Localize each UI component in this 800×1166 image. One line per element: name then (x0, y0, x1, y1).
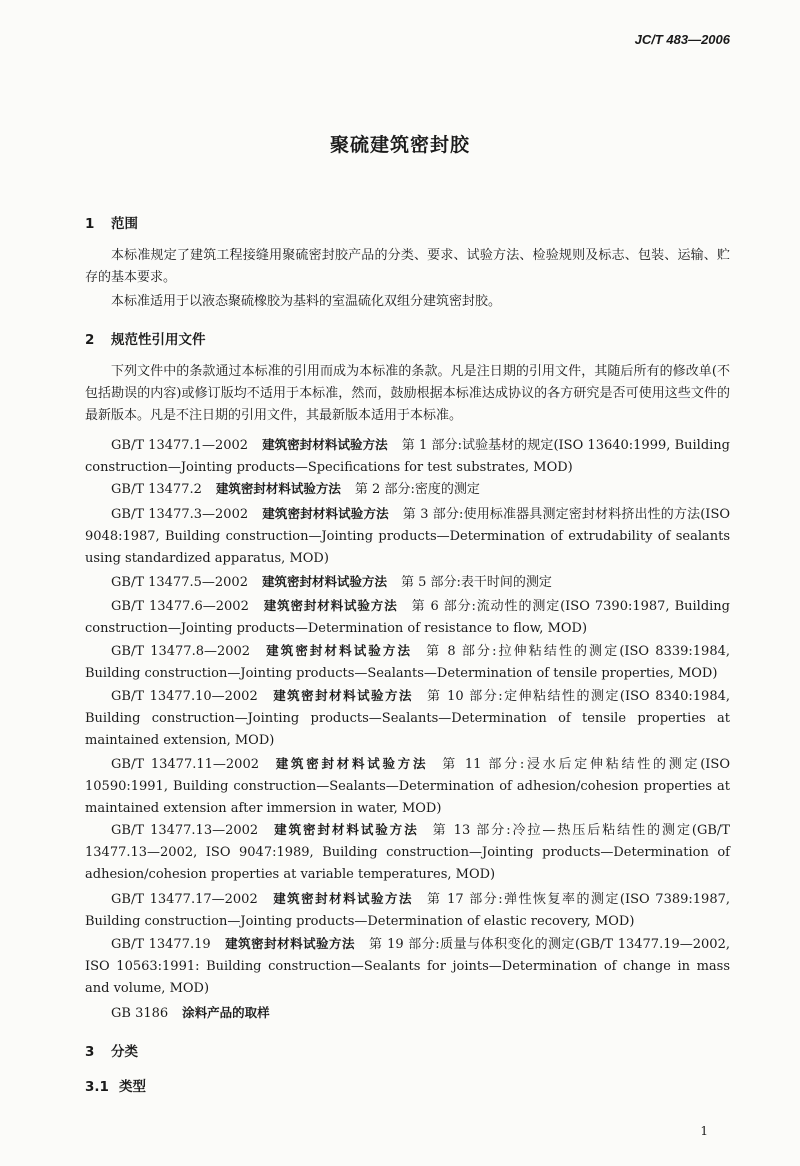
section-2-heading (85, 328, 206, 348)
reference-entry (85, 571, 730, 594)
reference-code: GB/T 13477.2 (111, 482, 202, 497)
reference-code: GB/T 13477.6—2002 (111, 599, 249, 614)
reference-detail: 第 5 部分:表干时间的测定 (400, 575, 552, 590)
reference-code: GB/T 13477.13—2002 (111, 823, 259, 838)
reference-title: 建筑密封材料试验方法 (215, 481, 341, 496)
reference-entry (85, 640, 730, 685)
reference-title: 涂料产品的取样 (182, 1005, 270, 1020)
page-number: 1 (700, 1124, 708, 1138)
reference-code: GB/T 13477.10—2002 (111, 689, 258, 704)
reference-title: 建筑密封材料试验方法 (261, 574, 387, 589)
section-number: 2 (85, 332, 95, 348)
reference-title: 建筑密封材料试验方法 (262, 598, 398, 613)
reference-detail: 第 6 部分:流动性的测定(ISO 7390:1987, Building construction—Jointing products—Determination of resistance to flow, MOD) (85, 599, 730, 636)
reference-code: GB/T 13477.1—2002 (111, 438, 249, 453)
reference-detail: 第 19 部分:质量与体积变化的测定(GB/T 13477.19—2002, ISO 10563:1991: Building construction—Sealants for joints—Determination of change in mass and volume, MOD) (85, 937, 730, 996)
reference-entry (85, 819, 730, 886)
reference-title: 建筑密封材料试验方法 (264, 643, 413, 658)
reference-code: GB/T 13477.3—2002 (111, 507, 249, 522)
reference-entry (85, 478, 730, 501)
document-title: 聚硫建筑密封胶 (329, 134, 470, 156)
section-3-1-heading (85, 1075, 146, 1095)
reference-code: GB/T 13477.8—2002 (111, 644, 251, 659)
reference-title: 建筑密封材料试验方法 (262, 437, 388, 452)
reference-title: 建筑密封材料试验方法 (273, 756, 429, 771)
reference-detail: 第 11 部分:浸水后定伸粘结性的测定(ISO 10590:1991, Building construction—Sealants—Determination of adhesion/cohesion properties at maintained extension after immersion in water, MOD) (85, 757, 730, 816)
section-1-heading (85, 212, 138, 232)
section-number: 3.1 (85, 1079, 109, 1095)
reference-code: GB/T 13477.19 (111, 937, 211, 952)
section-3-heading (85, 1040, 138, 1060)
reference-code: GB/T 13477.5—2002 (111, 575, 248, 590)
scope-paragraph-1: 本标准规定了建筑工程接缝用聚硫密封胶产品的分类、要求、试验方法、检验规则及标志、包装、运输、贮存的基本要求。 (85, 248, 730, 285)
reference-title: 建筑密封材料试验方法 (272, 822, 419, 837)
references-intro: 下列文件中的条款通过本标准的引用而成为本标准的条款。凡是注日期的引用文件，其随后所有的修改单(不包括勘误的内容)或修订版均不适用于本标准，然而，鼓励根据本标准达成协议的各方研究是否可使用这些文件的最新版本。凡是不注日期的引用文件，其最新版本适用于本标准。 (85, 364, 730, 423)
standard-number: JC/T 483—2006 (634, 32, 730, 47)
section-title: 范围 (111, 216, 138, 232)
reference-entry (85, 933, 730, 1000)
reference-entry (85, 685, 730, 752)
reference-code: GB/T 13477.17—2002 (111, 892, 258, 907)
section-title: 类型 (119, 1079, 146, 1095)
reference-detail: 第 8 部分:拉伸粘结性的测定(ISO 8339:1984, Building construction—Jointing products—Sealants—Determination of tensile properties, MOD) (85, 644, 730, 681)
reference-entry (85, 434, 730, 479)
section-title: 规范性引用文件 (111, 332, 206, 348)
reference-detail: 第 1 部分:试验基材的规定(ISO 13640:1999, Building construction—Jointing products—Specifications for test substrates, MOD) (85, 438, 730, 475)
reference-title: 建筑密封材料试验方法 (262, 506, 389, 521)
reference-entry (85, 888, 730, 933)
reference-code: GB 3186 (111, 1006, 169, 1021)
section-title: 分类 (111, 1044, 138, 1060)
reference-detail: 第 10 部分:定伸粘结性的测定(ISO 8340:1984, Building construction—Jointing products—Sealants—Determination of tensile properties at maintained extension, MOD) (85, 689, 730, 748)
section-number: 1 (85, 216, 95, 232)
reference-detail: 第 17 部分:弹性恢复率的测定(ISO 7389:1987, Building construction—Jointing products—Determination of elastic recovery, MOD) (85, 892, 730, 929)
reference-code: GB/T 13477.11—2002 (111, 757, 259, 772)
scope-paragraph-2: 本标准适用于以液态聚硫橡胶为基料的室温硫化双组分建筑密封胶。 (111, 294, 502, 309)
reference-entry (85, 595, 730, 640)
reference-entry (85, 503, 730, 570)
reference-detail: 第 13 部分:冷拉—热压后粘结性的测定(GB/T 13477.13—2002, ISO 9047:1989, Building construction—Jointing products—Determination of adhesion/cohesion properties at variable temperatures, MOD) (85, 823, 730, 882)
section-number: 3 (85, 1044, 95, 1060)
reference-title: 建筑密封材料试验方法 (271, 891, 414, 906)
reference-entry (85, 1002, 730, 1025)
reference-entry (85, 753, 730, 820)
reference-title: 建筑密封材料试验方法 (271, 688, 414, 703)
reference-title: 建筑密封材料试验方法 (224, 936, 356, 951)
reference-detail: 第 2 部分:密度的测定 (354, 482, 480, 497)
reference-detail: 第 3 部分:使用标准器具测定密封材料挤出性的方法(ISO 9048:1987, Building construction—Jointing products—Determination of extrudability of sealants using standardized apparatus, MOD) (85, 507, 731, 566)
